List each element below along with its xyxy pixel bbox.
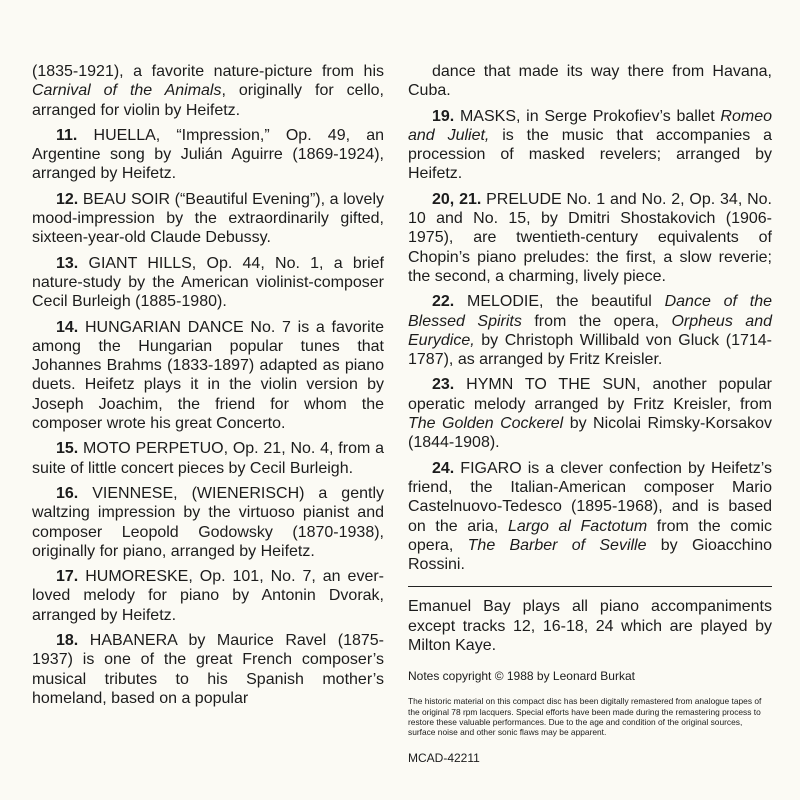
track-entry-15: [32, 439, 384, 478]
track-number: 15.: [56, 440, 79, 458]
track-description: HUNGARIAN DANCE No. 7 is a favorite among the Hungarian popular tunes that Johannes Brahms (1833-1897) adapted as piano duets. Heifetz plays it in the violin version by Joseph Joachim, the friend for whom the composer wrote his great Concerto.: [32, 318, 384, 433]
work-title: Largo al Factotum: [507, 517, 648, 535]
track-description: is the music that accompanies a procession of masked revelers; arranged by Heifetz.: [408, 126, 772, 183]
track-description: from the comic opera,: [408, 517, 773, 554]
track-description: BEAU SOIR (“Beautiful Evening”), a lovely mood-impression by the extraordinarily gifted, sixteen-year-old Claude Debussy.: [32, 190, 384, 247]
track-number: 22.: [432, 293, 455, 311]
track-description: by Christoph Willibald von Gluck (1714-1787), as arranged by Fritz Kreisler.: [408, 331, 772, 369]
track-description: by Nicolai Rimsky-Korsakov (1844-1908).: [408, 415, 773, 452]
track-entry-23: [408, 375, 772, 452]
track-description: from the opera,: [521, 312, 672, 330]
track-description: FIGARO is a clever confection by Heifetz’s friend, the Italian-American composer Mario Castelnuovo-Tedesco (1895-1968), and is based on the aria,: [408, 459, 772, 535]
track-number: 23.: [432, 376, 455, 394]
track-entry-19: [408, 107, 772, 184]
work-title: The Barber of Seville: [467, 536, 647, 554]
track-entry-17: [32, 567, 384, 625]
entry-10-continuation: [32, 62, 384, 120]
track-entry-20-21: [408, 190, 772, 286]
continuation-text: , originally for cello, arranged for violin by Heifetz.: [32, 82, 384, 119]
track-number: 24.: [432, 459, 455, 477]
track-entry-14: [32, 318, 384, 434]
track-entry-16: [32, 484, 384, 561]
track-entry-11: [32, 126, 384, 184]
track-description: PRELUDE No. 1 and No. 2, Op. 34, No. 10 and No. 15, by Dmitri Shostakovich (1906-1975), are twentieth-century equivalents of Chopin’s piano preludes: the first, a slow reverie; the second, a charming, lively piece.: [408, 190, 772, 285]
track-number: 17.: [56, 568, 79, 586]
left-column: [32, 62, 384, 708]
continuation-text: (1835-1921), a favorite nature-picture from his: [32, 63, 384, 80]
work-title: Dance of the Blessed Spirits: [408, 293, 772, 330]
track-description: by Gioacchino Rossini.: [408, 536, 772, 574]
track-description: GIANT HILLS, Op. 44, No. 1, a brief nature-study by the American violinist-composer Cecil Burleigh (1885-1980).: [32, 254, 384, 311]
right-column: [408, 62, 772, 766]
track-entry-13: [32, 254, 384, 312]
track-description: HUELLA, “Impression,” Op. 49, an Argentine song by Julián Aguirre (1869-1924), arranged by Heifetz.: [32, 126, 384, 183]
accompaniment-note: Emanuel Bay plays all piano accompaniments except tracks 12, 16-18, 24 which are played by Milton Kaye.: [408, 598, 772, 655]
credits-section: [408, 586, 772, 766]
track-description: HABANERA by Maurice Ravel (1875-1937) is one of the great French composer’s musical tributes to his Spanish mother’s homeland, based on a popular: [32, 632, 384, 707]
work-title: Carnival of the Animals: [32, 82, 222, 100]
work-title: Romeo and Juliet,: [408, 107, 772, 144]
track-entry-18: [32, 631, 384, 708]
work-title: The Golden Cockerel: [408, 415, 564, 433]
track-description: MOTO PERPETUO, Op. 21, No. 4, from a suite of little concert pieces by Cecil Burleigh.: [32, 440, 384, 477]
entry-18-continuation: dance that made its way there from Havana, Cuba.: [408, 63, 772, 100]
track-entry-22: [408, 292, 772, 369]
track-number: 14.: [56, 318, 79, 336]
track-number: 13.: [56, 254, 79, 272]
work-title: Orpheus and Eurydice,: [408, 312, 773, 349]
track-description: VIENNESE, (WIENERISCH) a gently waltzing impression by the virtuoso pianist and composer Leopold Godowsky (1870-1938), originally for piano, arranged by Heifetz.: [32, 484, 384, 560]
catalog-number: MCAD-42211: [408, 751, 480, 766]
track-number: 16.: [56, 484, 79, 502]
copyright-notice: Notes copyright © 1988 by Leonard Burkat: [408, 669, 635, 684]
track-entry-12: [32, 190, 384, 248]
track-description: HYMN TO THE SUN, another popular operatic melody arranged by Fritz Kreisler, from: [408, 376, 772, 413]
track-number: 18.: [56, 632, 79, 650]
track-description: HUMORESKE, Op. 101, No. 7, an ever-loved melody for piano by Antonin Dvorak, arranged by Heifetz.: [32, 568, 384, 624]
track-number: 12.: [56, 190, 79, 208]
track-number: 11.: [56, 126, 78, 144]
track-description: MASKS, in Serge Prokofiev’s ballet: [454, 107, 721, 125]
track-description: MELODIE, the beautiful: [454, 293, 665, 311]
track-number: 19.: [432, 107, 455, 125]
track-number: 20, 21.: [432, 190, 482, 208]
remastering-note: The historic material on this compact disc has been digitally remastered from analogue tapes of the original 78 rpm lacquers. Special efforts have been made during the remastering process to restore these valuable performances. Due to the age and condition of the original sources, surface noise and other sonic flaws may be apparent.: [408, 696, 762, 737]
track-entry-24: [408, 459, 772, 575]
